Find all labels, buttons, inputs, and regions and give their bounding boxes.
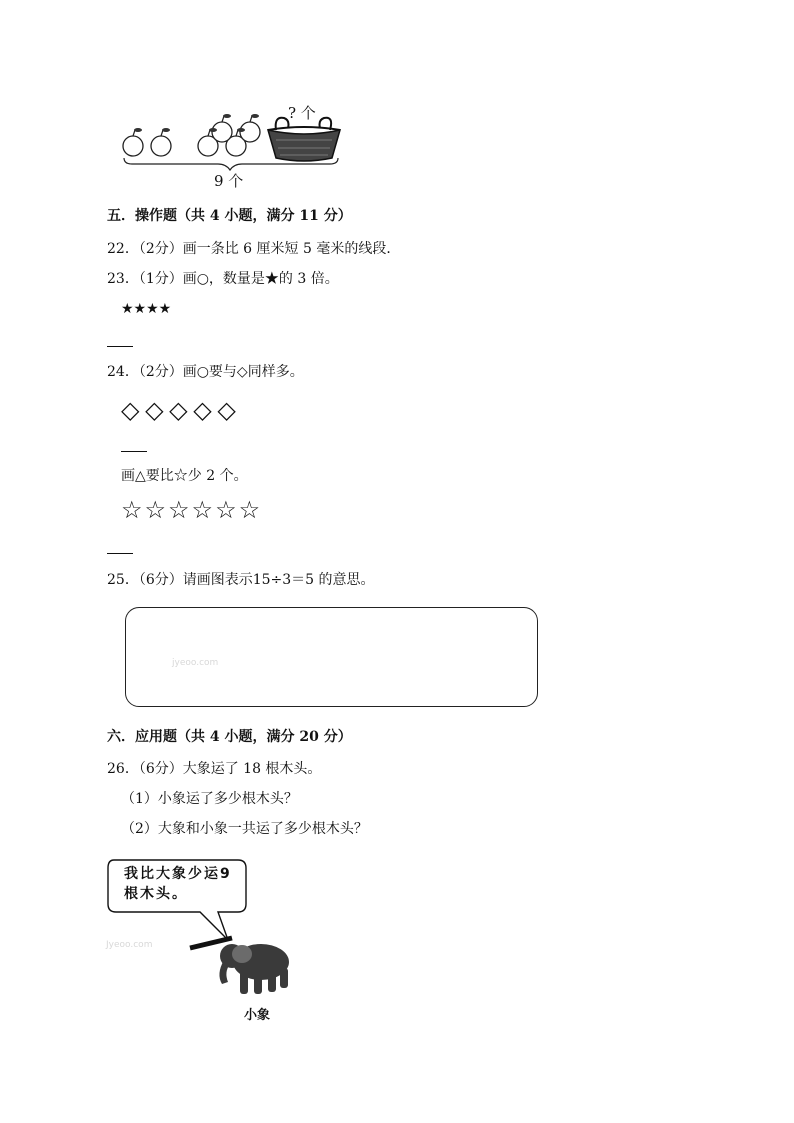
question-23: 23．（1分）画○，数量是★的 3 倍。: [107, 271, 339, 287]
figure-watermark: Jyeoo.com: [106, 940, 153, 950]
q24-stars: ☆☆☆☆☆☆: [121, 496, 263, 524]
drawing-answer-box[interactable]: [125, 607, 538, 707]
q23-stars: ★★★★: [121, 301, 172, 317]
q24-diamonds: ◇ ◇ ◇ ◇ ◇: [121, 396, 236, 424]
question-25: 25．（6分）请画图表示15÷3＝5 的意思。: [107, 572, 375, 588]
question-26: 26．（6分）大象运了 18 根木头。: [107, 761, 322, 777]
section6-heading: 六．应用题（共 4 小题，满分 20 分）: [107, 729, 352, 745]
elephant-figure: [104, 852, 304, 1027]
basket-unknown-label: ? 个: [288, 104, 316, 122]
apples-total-label: 9 个: [214, 172, 244, 190]
section5-heading: 五．操作题（共 4 小题，满分 11 分）: [107, 208, 352, 224]
bubble-line-1: 我比大象少运9: [124, 866, 232, 882]
elephant-caption: 小象: [244, 1008, 271, 1023]
q26-sub1: （1）小象运了多少根木头？: [121, 791, 298, 807]
q23-answer-line: [107, 346, 133, 347]
question-22: 22．（2分）画一条比 6 厘米短 5 毫米的线段．: [107, 241, 401, 257]
question-24: 24．（2分）画○要与◇同样多。: [107, 364, 304, 380]
bubble-line-2: 根木头。: [124, 886, 188, 902]
q24-answer-line-1: [121, 451, 147, 452]
box-watermark: jyeoo.com: [172, 658, 219, 668]
q24-part2: 画△要比☆少 2 个。: [121, 468, 248, 484]
q24-answer-line-2: [107, 553, 133, 554]
q26-sub2: （2）大象和小象一共运了多少根木头？: [121, 821, 368, 837]
